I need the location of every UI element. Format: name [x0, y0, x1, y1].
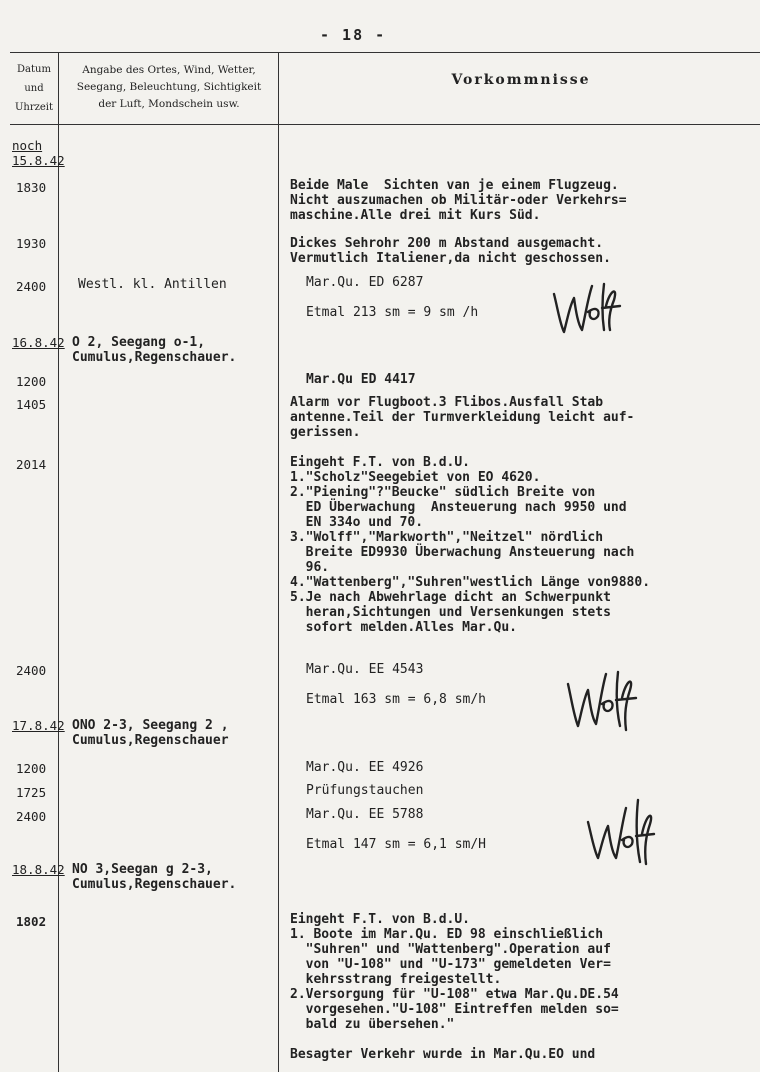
header-bottom-rule	[10, 124, 760, 125]
header-location-weather: Angabe des Ortes, Wind, Wetter, Seegang, Beleuchtung, Sichtigkeit der Luft, Mondschein usw.	[76, 64, 262, 110]
event-2400-15-8: Mar.Qu. ED 6287 Etmal 213 sm = 9 sm /h	[306, 275, 479, 320]
time-2400: 2400	[16, 809, 47, 824]
event-1200-17-8: Mar.Qu. EE 4926	[306, 760, 424, 775]
date-16-8-42: 16.8.42	[12, 335, 65, 350]
weather-17-8-42: ONO 2-3, Seegang 2 , Cumulus,Regenschauer	[72, 718, 229, 748]
header-events: Vorkommnisse	[451, 72, 591, 88]
location-antillen: Westl. kl. Antillen	[78, 277, 227, 292]
date-18-8-42: 18.8.42	[12, 862, 65, 877]
event-1830: Beide Male Sichten van je einem Flugzeug. Nicht auszumachen ob Militär-oder Verkehrs= maschine.Alle drei mit Kurs Süd.	[290, 178, 627, 223]
event-2014: Eingeht F.T. von B.d.U. 1."Scholz"Seegebiet von EO 4620. 2."Piening"?"Beucke" südlich Breite von ED Überwachung Ansteuerung nach 9950 und EN 334o und 70. 3."Wolff","Markworth","Neitzel" nördlich Breite ED9930 Überwachung Ansteuerung nach 96. 4."Wattenberg","Suhren"westlich Länge von9880. 5.Je nach Abwehrlage dicht an Schwerpunkt heran,Sichtungen und Versenkungen stets sofort melden.Alles Mar.Qu.	[290, 455, 651, 635]
event-1405: Alarm vor Flugboot.3 Flibos.Ausfall Stab antenne.Teil der Turmverkleidung leicht auf- gerissen.	[290, 395, 635, 440]
event-1200-16-8: Mar.Qu ED 4417	[306, 372, 416, 387]
event-2400-16-8: Mar.Qu. EE 4543 Etmal 163 sm = 6,8 sm/h	[306, 662, 487, 707]
signature-wolff	[548, 276, 624, 340]
weather-18-8-42: NO 3,Seegan g 2-3, Cumulus,Regenschauer.	[72, 862, 237, 892]
column-divider-1	[58, 52, 59, 1072]
weather-16-8-42: O 2, Seegang o-1, Cumulus,Regenschauer.	[72, 335, 237, 365]
time-1830: 1830	[16, 180, 47, 195]
time-1802: 1802	[16, 914, 47, 929]
date-15-8-42: noch 15.8.42	[12, 138, 65, 168]
event-1802: Eingeht F.T. von B.d.U. 1. Boote im Mar.Qu. ED 98 einschließlich "Suhren" und "Wattenberg".Operation auf von "U-108" und "U-173" gemeldeten Ver= kehrsstrang freigestellt. 2.Versorgung für "U-108" etwa Mar.Qu.DE.54 vorgesehen."U-108" Eintreffen melden so= bald zu übersehen." Besagter Verkehr wurde in Mar.Qu.EO und	[290, 912, 619, 1062]
column-divider-2	[278, 52, 279, 1072]
event-1725: Prüfungstauchen	[306, 783, 424, 798]
time-1200: 1200	[16, 761, 47, 776]
time-1725: 1725	[16, 785, 47, 800]
event-1930: Dickes Sehrohr 200 m Abstand ausgemacht. Vermutlich Italiener,da nicht geschossen.	[290, 236, 611, 266]
header-top-rule	[10, 52, 760, 53]
time-1405: 1405	[16, 397, 47, 412]
time-1930: 1930	[16, 236, 47, 251]
event-2400-17-8: Mar.Qu. EE 5788 Etmal 147 sm = 6,1 sm/H	[306, 807, 487, 852]
date-17-8-42: 17.8.42	[12, 718, 65, 733]
signature-wolff	[582, 794, 658, 870]
time-2014: 2014	[16, 457, 47, 472]
signature-wolff	[562, 664, 642, 736]
time-2400: 2400	[16, 279, 47, 294]
time-1200: 1200	[16, 374, 47, 389]
time-2400: 2400	[16, 663, 47, 678]
header-date-time: Datum und Uhrzeit	[14, 64, 54, 113]
page-number: - 18 -	[320, 26, 387, 44]
